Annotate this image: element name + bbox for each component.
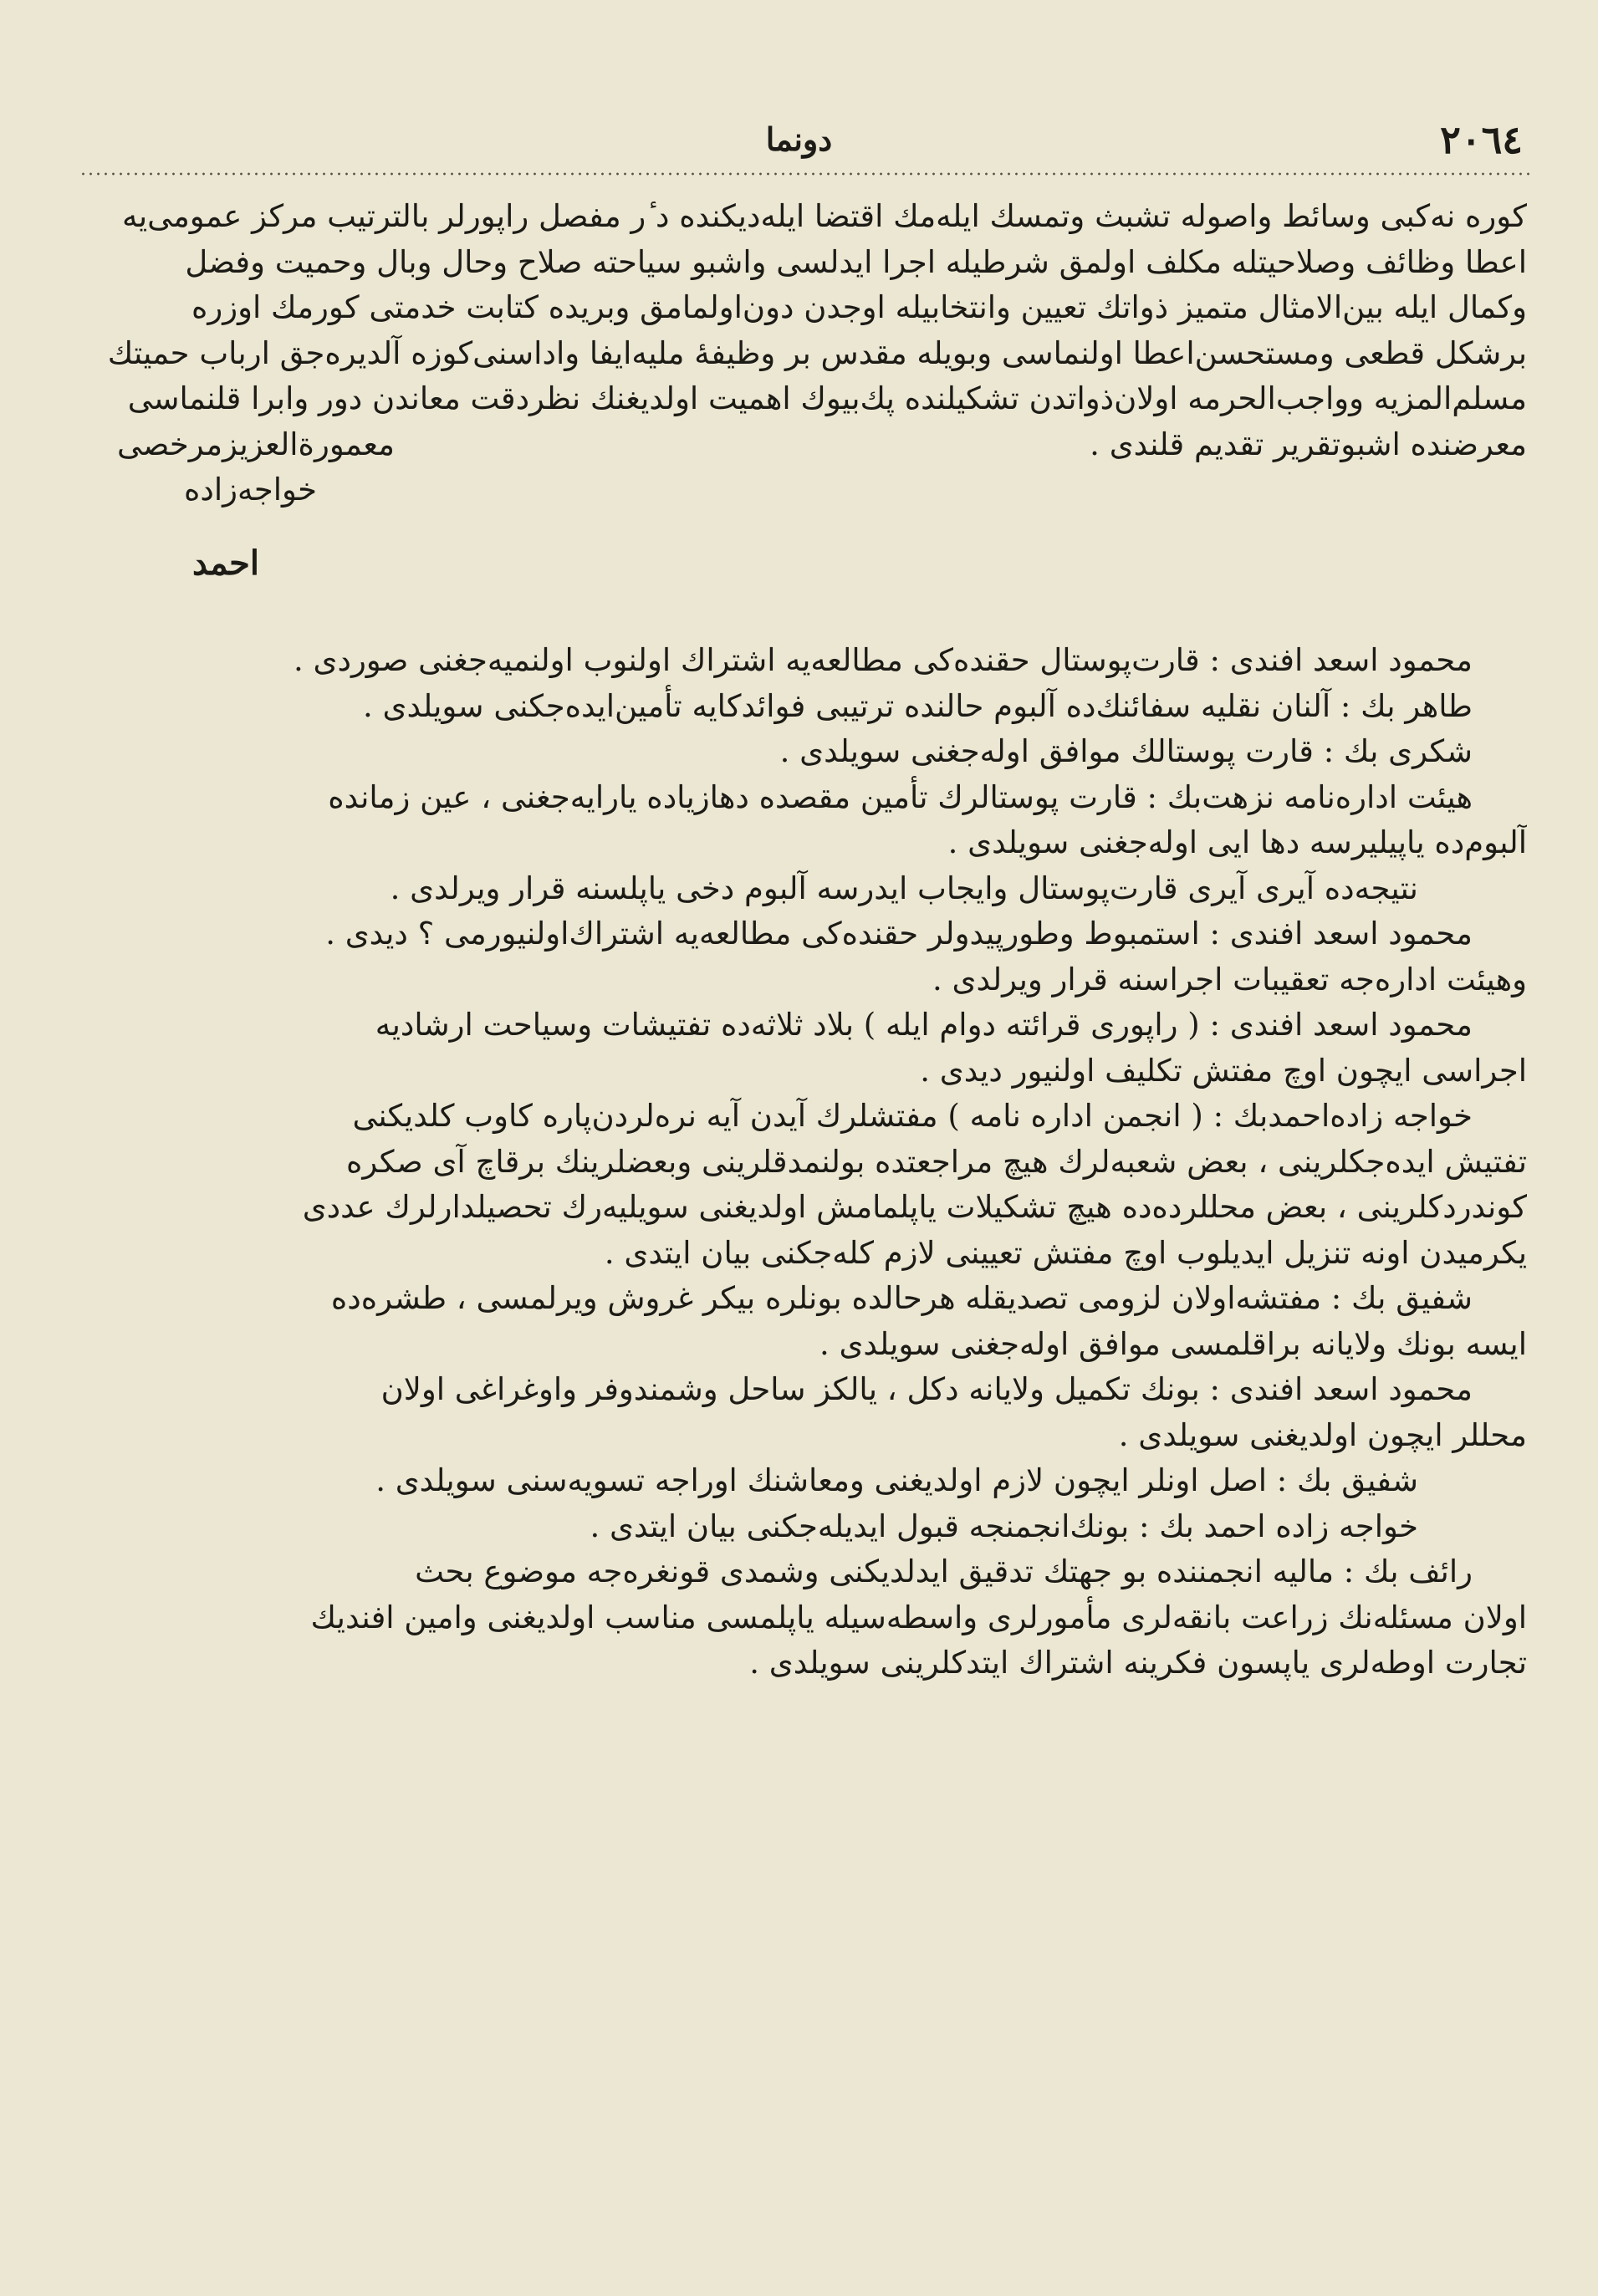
report-last-line-row (67, 422, 1527, 468)
minutes-line: شفيق بك : اصل اونلر ايچون لازم اولديغنی ومعاشنك اوراجه تسويه‌سنی سويلدی . (375, 1462, 1418, 1498)
minutes-line: محمود اسعد افندی : ( راپوری قرائته دوام ايله ) بلاد ثلاثه‌ده تفتيشات وسياحت ارشاديه (375, 1007, 1473, 1043)
minutes-line: شكری بك : قارت پوستالك موافق اوله‌جغنی سويلدی . (779, 733, 1473, 769)
minutes-line: اجراسی ايچون اوچ مفتش تكليف اولنيور ديدی . (920, 1052, 1527, 1089)
minutes-line: خواجه زاده‌احمدبك : ( انجمن اداره نامه ) مفتشلرك آيدن آيه نره‌لردن‌پاره كاوب كلديكنی (352, 1098, 1473, 1134)
minutes-block (67, 638, 1527, 1686)
page-number: ٢٠٦٤ (1440, 117, 1523, 162)
minutes-line: نتيجه‌ده آيری آيری قارت‌پوستال وايجاب ايدرسه آلبوم دخی ياپلسنه قرار ويرلدی . (390, 870, 1418, 906)
signature-name-row (67, 524, 1527, 608)
signature-title: خواجه‌زاده (184, 472, 317, 508)
body-text (67, 194, 1527, 1686)
report-line: مسلم‌المزيه وواجب‌الحرمه اولان‌ذواتدن تشكيلنده پك‌بيوك اهميت اولديغنك نظردقت معاندن دور وابرا قلنماسی (127, 380, 1527, 416)
minutes-line: شفيق بك : مفتشه‌اولان لزومی تصديقله هرحالده بونلره بيكر غروش ويرلمسی ، طشره‌ده (330, 1280, 1473, 1316)
report-block (67, 194, 1527, 608)
minutes-line: ايسه بونك ولايانه براقلمسی موافق اوله‌جغنی سويلدی . (819, 1325, 1527, 1362)
running-head (75, 117, 1523, 167)
signature-place: معمورة‌العزيز‌مرخصی (117, 426, 395, 462)
minutes-line: محللر ايچون اولديغنی سويلدی . (1118, 1416, 1527, 1453)
running-title: دونما (765, 120, 833, 158)
minutes-line: هيئت اداره‌نامه نزهت‌بك : قارت پوستالرك تأمين مقصده دهازياده يارايه‌جغنی ، عين زمانده (328, 778, 1473, 815)
minutes-line: محمود اسعد افندی : استمبوط وطورپيدولر حقنده‌كی مطالعه‌يه اشتراك‌اولنيورمی ؟ ديدی . (325, 916, 1473, 952)
section-gap (67, 608, 1527, 638)
minutes-line: يكرميدن اونه تنزيل ايديلوب اوچ مفتش تعيينی لازم كله‌جكنی بيان ايتدی . (604, 1234, 1527, 1271)
report-line: اعطا وظائف وصلاحيتله مكلف اولمق شرطيله اجرا ايدلسی واشبو سياحته صلاح وحال وبال وحميت وفضل (185, 243, 1527, 280)
minutes-line: رائف بك : ماليه انجمننده بو جهتك تدقيق ايدلديكنی وشمدی قونغره‌جه موضوع بحث (415, 1554, 1473, 1589)
signature-title-row (67, 467, 1527, 524)
minutes-line: محمود اسعد افندی : قارت‌پوستال حقنده‌كی مطالعه‌يه اشتراك اولنوب اولنميه‌جغنی صوردی . (293, 642, 1473, 678)
report-line: وكمال ايله بين‌الامثال متميز ذواتك تعيين وانتخابيله اوجدن دون‌اولمامق وبريده كتابت خدمتی كورمك اوزره (191, 289, 1527, 325)
minutes-line: تجارت اوطه‌لری ياپسون فكرينه اشتراك ايتدكلرينی سويلدی . (749, 1645, 1527, 1681)
minutes-line: آلبوم‌ده ياپيليرسه دها ايی اوله‌جغنی سويلدی . (947, 824, 1527, 860)
minutes-line: تفتيش ايده‌جكلرينی ، بعض شعبه‌لرك هيچ مراجعتده بولنمدقلرينی وبعضلرينك برقاچ آی صكره (346, 1143, 1527, 1180)
header-rule (79, 171, 1531, 180)
minutes-line: محمود اسعد افندی : بونك تكميل ولايانه دكل ، يالكز ساحل وشمندوفر واوغراغی اولان (380, 1371, 1473, 1407)
minutes-line: وهيئت اداره‌جه تعقيبات اجراسنه قرار ويرلدی . (932, 961, 1527, 997)
report-line: برشكل قطعی ومستحسن‌اعطا اولنماسی وبويله مقدس بر وظيفهٔ مليه‌ايفا واداسنی‌كوزه آلديره‌جق ارباب حميتك (107, 334, 1527, 371)
signature-name: احمد (192, 543, 259, 583)
minutes-line: خواجه زاده احمد بك : بونك‌انجمنجه قبول ايديله‌جكنی بيان ايتدی . (590, 1508, 1418, 1544)
minutes-line: طاهر بك : آلنان نقليه سفائنك‌ده آلبوم حالنده ترتيبی فوائدكايه تأمين‌ايده‌جكنی سويلدی . (362, 687, 1473, 724)
report-line: كوره نه‌كبی وسائط واصوله تشبث وتمسك ايله‌مك اقتضا ايله‌ديكنده د ٔر مفصل راپورلر بالترتيب مركز عمومی‌يه (121, 198, 1527, 234)
minutes-line: كوندردكلرينی ، بعض محللرده‌ده هيچ تشكيلات ياپلمامش اولديغنی سويليه‌رك تحصيلدارلرك عددی (302, 1189, 1527, 1225)
minutes-line: اولان مسئله‌نك زراعت بانقه‌لری مأمورلری واسطه‌سيله ياپلمسی مناسب اولديغنی وامين افنديك (310, 1599, 1527, 1635)
report-last-line: معرضنده اشبوتقرير تقديم قلندی . (1090, 426, 1527, 462)
